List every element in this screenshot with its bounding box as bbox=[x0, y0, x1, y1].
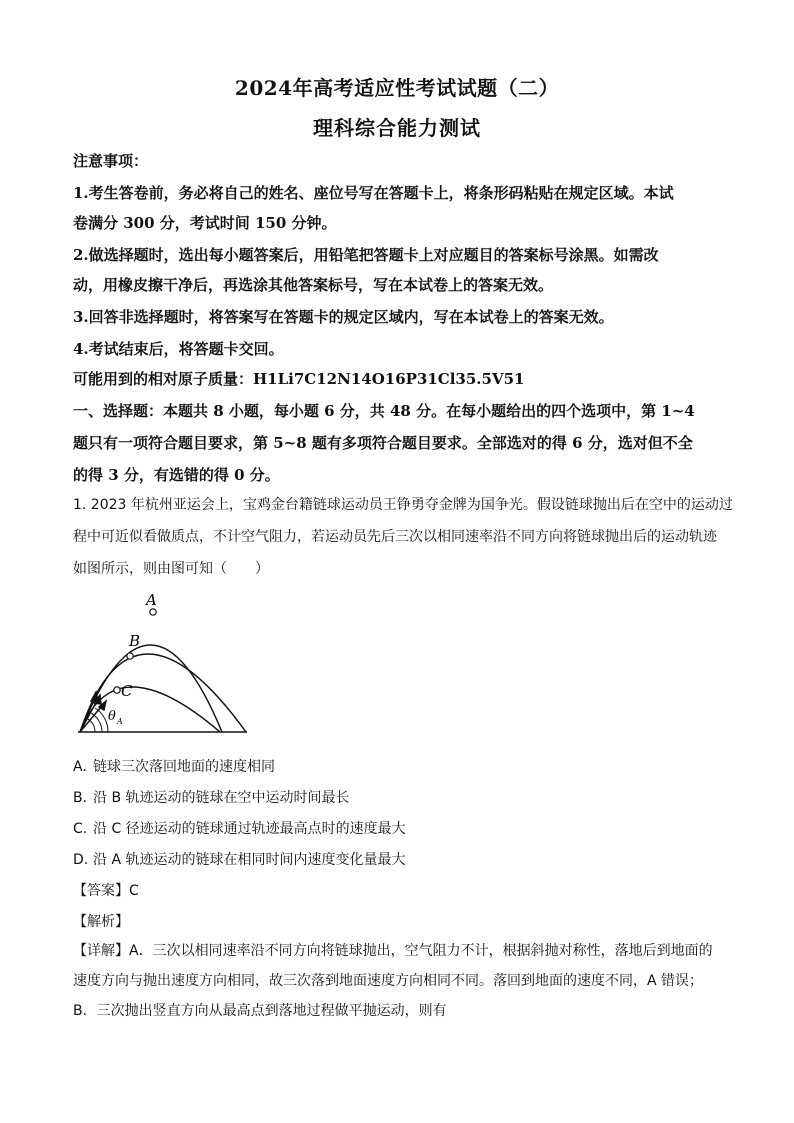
option-a bbox=[73, 756, 275, 776]
detail-line-2: 速度方向与抛出速度方向相同，故三次落到地面速度方向相同不同。落回到地面的速度不同，A 错误； bbox=[73, 973, 704, 989]
option-d-key: D. bbox=[73, 852, 89, 868]
detail-block bbox=[73, 936, 723, 1026]
option-b-key: B. bbox=[73, 790, 88, 806]
question-1-stem-line-3: 如图所示，则由图可知（ ） bbox=[73, 561, 269, 577]
detail-line-1: 【详解】A．三次以相同速率沿不同方向将链球抛出，空气阻力不计，根据斜抛对称性，落地后到地面的 bbox=[73, 943, 713, 959]
section1-line-3: 的得 3 分，有选错的得 0 分。 bbox=[73, 466, 280, 484]
answer-label: 【答案】C bbox=[73, 883, 139, 899]
trajectory-b bbox=[80, 654, 246, 732]
notice-block bbox=[73, 146, 723, 490]
angle-arc-middle bbox=[89, 712, 102, 732]
label-theta-subscript: A bbox=[117, 717, 123, 726]
atomic-masses: 可能用到的相对原子质量：H1Li7C12N14O16P31Cl35.5V51 bbox=[73, 370, 525, 388]
option-c bbox=[73, 818, 406, 838]
notice-heading: 注意事项： bbox=[73, 152, 149, 170]
option-a-key: A. bbox=[73, 759, 87, 775]
detail-line-3: B．三次抛出竖直方向从最高点到落地过程做平抛运动，则有 bbox=[73, 1003, 447, 1019]
option-d-text: 沿 A 轨迹运动的链球在相同时间内速度变化量最大 bbox=[93, 852, 406, 868]
option-a-text: 链球三次落回地面的速度相同 bbox=[93, 759, 275, 775]
notice-item-2-line-2: 动，用橡皮擦干净后，再选涂其他答案标号，写在本试卷上的答案无效。 bbox=[73, 276, 554, 294]
apex-a-marker bbox=[150, 609, 156, 615]
option-b-text: 沿 B 轨迹运动的链球在空中运动时间最长 bbox=[93, 790, 350, 806]
apex-c-marker bbox=[114, 687, 120, 693]
label-a: A bbox=[146, 591, 157, 609]
section1-line-2: 题只有一项符合题目要求，第 5~8 题有多项符合题目要求。全部选对的得 6 分，选对但不全 bbox=[73, 434, 693, 452]
label-c: C bbox=[121, 682, 133, 700]
option-c-key: C. bbox=[73, 821, 88, 837]
notice-item-2-line-1: 2.做选择题时，选出每小题答案后，用铅笔把答题卡上对应题目的答案标号涂黑。如需改 bbox=[73, 246, 659, 264]
notice-item-1-line-2: 卷满分 300 分，考试时间 150 分钟。 bbox=[73, 214, 337, 232]
apex-b-marker bbox=[127, 653, 133, 659]
notice-item-4: 4.考试结束后，将答题卡交回。 bbox=[73, 340, 284, 358]
analysis-label: 【解析】 bbox=[73, 914, 129, 930]
notice-item-3: 3.回答非选择题时，将答案写在答题卡的规定区域内，写在本试卷上的答案无效。 bbox=[73, 308, 614, 326]
notice-item-1-line-1: 1.考生答卷前，务必将自己的姓名、座位号写在答题卡上，将条形码粘贴在规定区域。本试 bbox=[73, 184, 674, 202]
question-1-stem-line-1: 1. 2023 年杭州亚运会上，宝鸡金台籍链球运动员王铮勇夺金牌为国争光。假设链球抛出后在空中的运动过 bbox=[73, 497, 733, 513]
question-1-stem bbox=[73, 490, 733, 584]
label-theta: θ bbox=[108, 709, 116, 724]
label-b: B bbox=[129, 632, 141, 650]
trajectory-figure bbox=[75, 588, 255, 738]
exam-subtitle: 理科综合能力测试 bbox=[313, 116, 481, 140]
trajectory-a bbox=[80, 645, 222, 732]
option-b bbox=[73, 787, 350, 807]
exam-title: 2024年高考适应性考试试题（二） bbox=[234, 76, 560, 100]
question-1-stem-line-2: 程中可近似看做质点，不计空气阻力，若运动员先后三次以相同速率沿不同方向将链球抛出后的运动轨迹 bbox=[73, 529, 717, 545]
section1-line-1: 一、选择题：本题共 8 小题，每小题 6 分，共 48 分。在每小题给出的四个选项中，第 1~4 bbox=[73, 402, 695, 420]
option-c-text: 沿 C 径迹运动的链球通过轨迹最高点时的速度最大 bbox=[93, 821, 406, 837]
option-d bbox=[73, 849, 405, 869]
